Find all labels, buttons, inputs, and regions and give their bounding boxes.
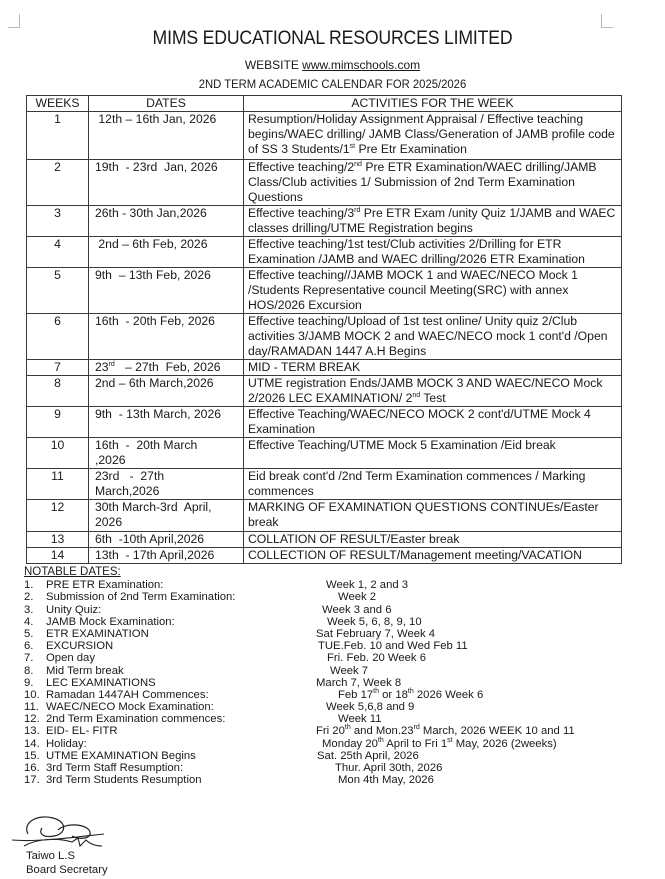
item-label: 3rd Term Students Resumption	[46, 774, 202, 787]
item-value	[335, 762, 442, 774]
item-value-text: Fri 20	[316, 725, 345, 738]
item-value-text: Week 5, 6, 8, 9, 10	[327, 615, 422, 628]
week-number-cell: 2	[27, 160, 89, 206]
item-label: WAEC/NECO Mock Examination:	[46, 701, 214, 714]
item-value-text: Fri. Feb. 20 Week 6	[327, 652, 426, 665]
item-number: 1.	[24, 579, 34, 592]
item-label: Holiday:	[46, 737, 87, 750]
activities-text-tail: Pre ETR Exam /unity Quiz 1/JAMB and WAEC classes drilling/UTME Registration begins	[248, 206, 616, 235]
ordinal-suffix: st	[447, 736, 453, 744]
notable-dates-section	[24, 566, 575, 787]
dates-text: 6th -10th April,2026	[95, 532, 205, 546]
notable-dates-heading: NOTABLE DATES:	[24, 566, 121, 578]
activities-text: Effective teaching//JAMB MOCK 1 and WAEC/NECO Mock 1 /Students Representative council Meeting(SRC) with annex HOS/2026 Excursion	[248, 268, 578, 312]
item-label: Unity Quiz:	[46, 603, 102, 616]
week-number-cell: 10	[27, 438, 89, 469]
item-value	[338, 591, 376, 603]
item-number: 5.	[24, 627, 34, 640]
dates-cell	[89, 206, 244, 237]
notable-date-item	[24, 640, 468, 653]
notable-date-item	[24, 603, 392, 616]
website-label: WEBSITE	[244, 58, 303, 72]
item-value-text: Feb 17	[338, 688, 374, 701]
item-number: 17.	[24, 774, 40, 787]
activities-text-tail: Pre Etr Examination	[355, 142, 467, 156]
dates-cell	[89, 376, 244, 407]
dates-text-tail: – 27th Feb, 2026	[114, 360, 221, 374]
week-number-cell: 3	[27, 206, 89, 237]
dates-cell	[89, 548, 244, 564]
week-number-cell: 7	[27, 360, 89, 376]
table-row	[27, 407, 622, 438]
activities-text: Effective teaching/Upload of 1st test online/ Unity quiz 2/Club activities 3/JAMB MOCK 2 and WAEC/NECO mock 1 cont'd /Open day/RAMADAN 1447 A.H Begins	[248, 314, 608, 358]
activities-ordinal-suffix: rd	[354, 206, 361, 214]
item-value	[316, 628, 435, 640]
week-number-cell: 5	[27, 268, 89, 314]
activities-text: Effective teaching/2	[248, 160, 355, 174]
item-label: Mid Term break	[46, 664, 124, 677]
item-value-text: Mon 4th May, 2026	[338, 774, 434, 787]
dates-cell	[89, 407, 244, 438]
item-number: 6.	[24, 640, 34, 653]
item-value-text: Monday 20	[322, 737, 378, 750]
item-value	[338, 774, 434, 786]
item-number: 8.	[24, 664, 34, 677]
item-label: PRE ETR Examination:	[46, 579, 164, 592]
website-line	[0, 58, 665, 72]
week-number-cell: 13	[27, 532, 89, 548]
dates-text: 30th March-3rd April, 2026	[95, 500, 212, 529]
dates-text: 12th – 16th Jan, 2026	[95, 112, 217, 126]
dates-cell	[89, 532, 244, 548]
item-number: 7.	[24, 652, 34, 665]
week-number-cell: 11	[27, 469, 89, 500]
activities-text: UTME registration Ends/JAMB MOCK 3 AND WAEC/NECO Mock 2/2026 LEC EXAMINATION/ 2	[248, 376, 603, 405]
item-value	[322, 604, 392, 616]
dates-cell	[89, 500, 244, 532]
activities-cell	[244, 314, 622, 360]
item-value-text: Thur. April 30th, 2026	[335, 762, 443, 775]
document-title: MIMS EDUCATIONAL RESOURCES LIMITED	[152, 28, 513, 49]
notable-dates-list	[24, 579, 575, 787]
activities-cell	[244, 206, 622, 237]
activities-text: COLLECTION OF RESULT/Management meeting/VACATION	[248, 548, 582, 562]
dates-text: 26th - 30th Jan,2026	[95, 206, 207, 220]
page-corner-mark-left	[8, 14, 20, 28]
activities-cell	[244, 160, 622, 206]
item-value	[316, 677, 401, 689]
item-value-text: Week 11	[338, 713, 382, 726]
item-number: 4.	[24, 615, 34, 628]
notable-date-item	[24, 762, 443, 775]
activities-cell	[244, 469, 622, 500]
item-value-text: Week 3 and 6	[322, 603, 392, 616]
notable-date-item	[24, 701, 415, 714]
item-value	[316, 725, 575, 737]
item-label: EXCURSION	[46, 640, 114, 653]
dates-text: 23	[95, 360, 109, 374]
item-number: 11.	[24, 701, 39, 714]
item-value-text: or 18	[379, 688, 408, 701]
item-value-text: March 7, Week 8	[316, 676, 402, 689]
item-number: 16.	[24, 762, 40, 775]
dates-text: 9th – 13th Feb, 2026	[95, 268, 211, 282]
table-header-row	[27, 96, 622, 112]
activities-text: Effective Teaching/WAEC/NECO MOCK 2 cont'd/UTME Mock 4 Examination	[248, 407, 591, 436]
activities-cell	[244, 237, 622, 268]
activities-text: MID - TERM BREAK	[248, 360, 361, 374]
item-value	[326, 701, 414, 713]
calendar-subtitle: 2ND TERM ACADEMIC CALENDAR FOR 2025/2026	[198, 77, 467, 91]
item-value-text: 2026 Week 6	[413, 688, 484, 701]
dates-ordinal-suffix: rd	[108, 360, 115, 368]
item-value-text: Week 2	[338, 591, 377, 604]
item-label: ETR EXAMINATION	[46, 627, 149, 640]
activities-text-tail: Test	[420, 391, 446, 405]
dates-cell	[89, 112, 244, 160]
activities-text: Effective teaching/3	[248, 206, 355, 220]
activities-text-tail: Pre ETR Examination/WAEC drilling/JAMB Class/Club activities 1/ Submission of 2nd Term Examination Questions	[248, 160, 597, 204]
notable-date-item	[24, 615, 422, 628]
table-row	[27, 532, 622, 548]
dates-text: 13th - 17th April,2026	[95, 548, 215, 562]
activities-cell	[244, 407, 622, 438]
notable-date-item	[24, 652, 426, 665]
activities-cell	[244, 360, 622, 376]
activities-text: COLLATION OF RESULT/Easter break	[248, 532, 460, 546]
table-row	[27, 268, 622, 314]
item-label: EID- EL- FITR	[46, 725, 118, 738]
week-number-cell: 6	[27, 314, 89, 360]
dates-text: 9th - 13th March, 2026	[95, 407, 222, 421]
activities-ordinal-suffix: st	[349, 142, 356, 150]
item-value-text: TUE.Feb. 10 and Wed Feb 11	[318, 640, 468, 653]
item-value	[327, 652, 426, 664]
activities-text: Eid break cont'd /2nd Term Examination commences / Marking commences	[248, 469, 586, 498]
dates-text: 19th - 23rd Jan, 2026	[95, 160, 218, 174]
item-value-text: Week 7	[330, 664, 369, 677]
item-value-text: and Mon.23	[350, 725, 414, 738]
signatory-role: Board Secretary	[26, 864, 108, 876]
activities-cell	[244, 376, 622, 407]
notable-date-item	[24, 774, 434, 787]
activities-cell	[244, 268, 622, 314]
notable-date-item	[24, 591, 377, 604]
week-number-cell: 12	[27, 500, 89, 532]
dates-cell	[89, 438, 244, 469]
table-row	[27, 360, 622, 376]
item-label: 3rd Term Staff Resumption:	[46, 762, 184, 775]
notable-date-item	[24, 724, 575, 738]
activities-cell	[244, 438, 622, 469]
table-row	[27, 112, 622, 160]
dates-cell	[89, 360, 244, 376]
item-value	[327, 616, 422, 628]
item-label: Ramadan 1447AH Commences:	[46, 688, 209, 701]
table-row	[27, 548, 622, 564]
activities-cell	[244, 112, 622, 160]
week-number-cell: 9	[27, 407, 89, 438]
item-value-text: April to Fri 1	[383, 737, 448, 750]
ordinal-suffix: th	[344, 724, 351, 732]
item-number: 15.	[24, 749, 40, 762]
table-row	[27, 314, 622, 360]
item-value-text: May, 2026 (2weeks)	[452, 737, 557, 750]
item-label: UTME EXAMINATION Begins	[46, 749, 196, 762]
column-header-weeks: WEEKS	[27, 96, 89, 112]
item-value	[322, 738, 557, 750]
ordinal-suffix: th	[377, 736, 384, 744]
dates-text: 2nd – 6th March,2026	[95, 376, 214, 390]
dates-cell	[89, 268, 244, 314]
notable-date-item	[24, 627, 436, 640]
activities-ordinal-suffix: nd	[354, 160, 362, 168]
activities-cell	[244, 548, 622, 564]
dates-text: 16th - 20th March ,2026	[95, 438, 198, 467]
dates-cell	[89, 237, 244, 268]
dates-cell	[89, 314, 244, 360]
item-value	[338, 689, 483, 701]
item-number: 2.	[24, 591, 34, 604]
item-number: 3.	[24, 603, 34, 616]
item-value	[330, 665, 368, 677]
notable-date-item	[24, 688, 484, 701]
signatory-name: Taiwo L.S	[26, 850, 75, 862]
week-number-cell: 14	[27, 548, 89, 564]
item-number: 10.	[24, 688, 40, 701]
notable-date-item	[24, 713, 382, 726]
dates-text: 23rd - 27th March,2026	[95, 469, 165, 498]
ordinal-suffix: rd	[413, 724, 420, 732]
table-row	[27, 469, 622, 500]
table-row	[27, 237, 622, 268]
activities-text: Effective teaching/1st test/Club activities 2/Drilling for ETR Examination /JAMB and WAEC drilling/2026 ETR Examination	[248, 237, 585, 266]
dates-text: 16th - 20th Feb, 2026	[95, 314, 215, 328]
item-value	[326, 579, 408, 591]
dates-cell	[89, 160, 244, 206]
item-number: 14.	[24, 737, 40, 750]
item-value	[338, 713, 382, 725]
week-number-cell: 4	[27, 237, 89, 268]
item-label: Open day	[46, 652, 95, 665]
notable-date-item	[24, 749, 419, 762]
week-number-cell: 8	[27, 376, 89, 407]
item-label: JAMB Mock Examination:	[46, 615, 175, 628]
table-row	[27, 206, 622, 237]
column-header-activities: ACTIVITIES FOR THE WEEK	[244, 96, 622, 112]
notable-date-item	[24, 579, 409, 592]
week-number-cell: 1	[27, 112, 89, 160]
signature-image	[8, 812, 118, 854]
item-label: 2nd Term Examination commences:	[46, 713, 226, 726]
notable-date-item	[24, 736, 557, 750]
item-value	[317, 750, 419, 762]
website-link[interactable]: www.mimschools.com	[302, 58, 421, 72]
item-number: 12.	[24, 713, 40, 726]
activities-cell	[244, 532, 622, 548]
dates-cell	[89, 469, 244, 500]
item-value-text: Sat February 7, Week 4	[316, 627, 436, 640]
activities-text: Resumption/Holiday Assignment Appraisal / Effective teaching begins/WAEC drilling/ JAMB Class/Generation of JAMB profile code of SS 3 Students/1	[248, 112, 615, 156]
page-corner-mark-right	[601, 14, 613, 28]
item-value	[318, 640, 468, 652]
item-value-text: March, 2026 WEEK 10 and 11	[419, 725, 575, 738]
table-row	[27, 160, 622, 206]
table-row	[27, 438, 622, 469]
item-label: Submission of 2nd Term Examination:	[46, 591, 236, 604]
activities-text: Effective Teaching/UTME Mock 5 Examination /Eid break	[248, 438, 556, 452]
activities-ordinal-suffix: nd	[412, 391, 421, 399]
ordinal-suffix: th	[373, 688, 380, 696]
calendar-table	[26, 95, 622, 564]
table-row	[27, 500, 622, 532]
item-number: 13.	[24, 725, 40, 738]
item-number: 9.	[24, 676, 34, 689]
dates-text: 2nd – 6th Feb, 2026	[95, 237, 208, 251]
activities-text: MARKING OF EXAMINATION QUESTIONS CONTINUEs/Easter break	[248, 500, 599, 529]
notable-date-item	[24, 664, 369, 677]
item-value-text: Sat. 25th April, 2026	[317, 749, 419, 762]
column-header-dates: DATES	[89, 96, 244, 112]
activities-cell	[244, 500, 622, 532]
item-value-text: Week 1, 2 and 3	[326, 579, 409, 592]
notable-date-item	[24, 676, 402, 689]
item-label: LEC EXAMINATIONS	[46, 676, 156, 689]
table-row	[27, 376, 622, 407]
item-value-text: Week 5,6,8 and 9	[326, 701, 415, 714]
ordinal-suffix: th	[407, 688, 414, 696]
